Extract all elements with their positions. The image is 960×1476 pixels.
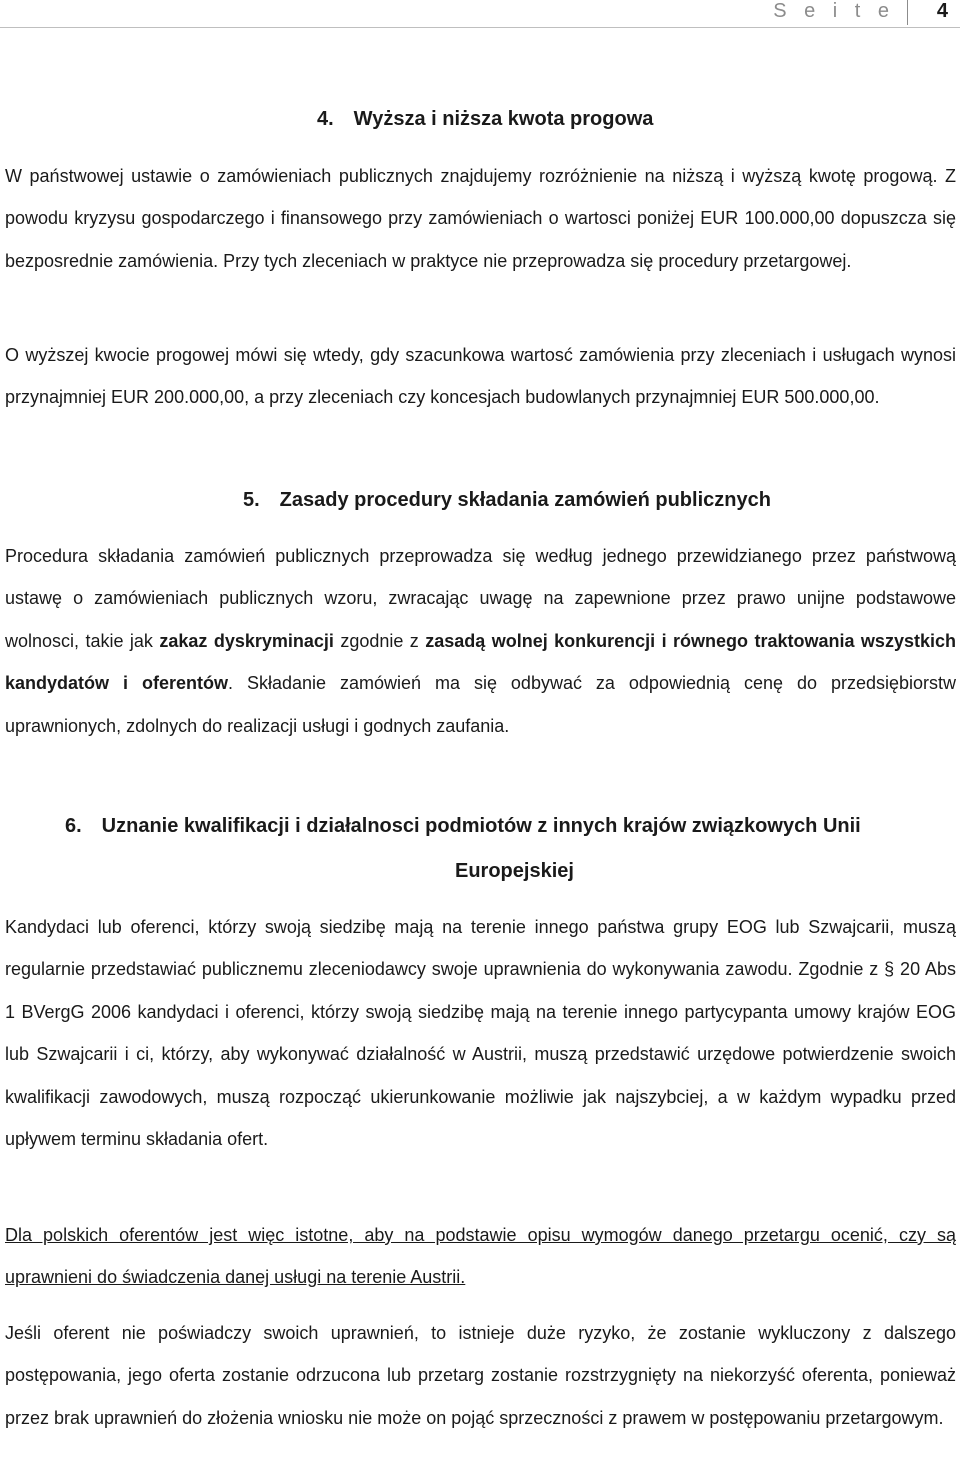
section-6-heading-line-1: 6. Uznanie kwalifikacji i działalnosci podmiotów z innych krajów związkowych Unii: [65, 815, 861, 837]
section-4-paragraph-1: W państwowej ustawie o zamówieniach publicznych znajdujemy rozróżnienie na niższą i wyższą kwotę progową. Z powodu kryzysu gospodarczego i finansowego przy zamówieniach o wartosci poniżej EUR 100.000,00 dopuszcza się bezposrednie zamówienia. Przy tych zleceniach w praktyce nie przeprowadza się procedury przetargowej.: [5, 166, 956, 271]
section-5-text-mid: zgodnie z: [333, 630, 426, 651]
page-label: S e i t e: [773, 0, 908, 25]
section-6-underlined-paragraph: Dla polskich oferentów jest więc istotne, aby na podstawie opisu wymogów danego przetargu ocenić, czy są uprawnieni do świadczenia danej usługi na terenie Austrii.: [5, 1225, 956, 1288]
page-number: 4: [936, 0, 948, 22]
section-5-text-start: Procedura składania zamówień publicznych przeprowadza się według jednego przewidzianego przez państwową ustawę o zamówieniach publicznych wzoru, zwracając uwagę na zapewnione przez prawo unijne podstawowe wolnosci, takie jak: [5, 546, 956, 651]
section-5-heading: 5. Zasady procedury składania zamówień publicznych: [243, 489, 771, 511]
section-6-paragraph-1: Kandydaci lub oferenci, którzy swoją siedzibę mają na terenie innego państwa grupy EOG lub Szwajcarii, muszą regularnie przedstawiać publicznemu zleceniodawcy swoje uprawnienia do wykonywania zawodu. Zgodnie z § 20 Abs 1 BVergG 2006 kandydaci i oferenci, którzy swoją siedzibę mają na terenie innego partycypanta umowy krajów EOG lub Szwajcarii i ci, którzy, aby wykonywać działalność w Austrii, muszą przedstawić urzędowe potwierdzenie swoich kwalifikacji zawodowych, muszą rozpocząć ukierunkowanie możliwie jak najszybciej, a w każdym wypadku przed upływem terminu składania ofert.: [5, 917, 956, 1150]
section-5-text-end: . Składanie zamówień ma się odbywać za odpowiednią cenę do przedsiębiorstw uprawnionych, zdolnych do realizacji usługi i godnych zaufania.: [5, 673, 957, 736]
bold-phrase-competition: zasadą wolnej konkurencji i równego traktowania wszystkich kandydatów i oferentów: [5, 630, 956, 694]
section-4-paragraph-2: O wyższej kwocie progowej mówi się wtedy, gdy szacunkowa wartosć zamówienia przy zleceniach i usługach wynosi przynajmniej EUR 200.000,00, a przy zleceniach czy koncesjach budowlanych przynajmniej EUR 500.000,00.: [5, 345, 956, 408]
page-header: [0, 0, 960, 28]
section-5-paragraph: [5, 535, 956, 747]
section-4-heading: 4. Wyższa i niższa kwota progowa: [317, 108, 654, 130]
bold-phrase-discrimination: zakaz dyskryminacji: [159, 630, 334, 651]
section-6-heading-line-2: Europejskiej: [455, 860, 574, 882]
section-6-paragraph-3: Jeśli oferent nie poświadczy swoich uprawnień, to istnieje duże ryzyko, że zostanie wykluczony z dalszego postępowania, jego oferta zostanie odrzucona lub przetarg zostanie rozstrzygnięty na niekorzyść oferenta, ponieważ przez brak uprawnień do złożenia wniosku nie może on pojąć sprzeczności z prawem w postępowaniu przetargowym.: [5, 1323, 956, 1428]
